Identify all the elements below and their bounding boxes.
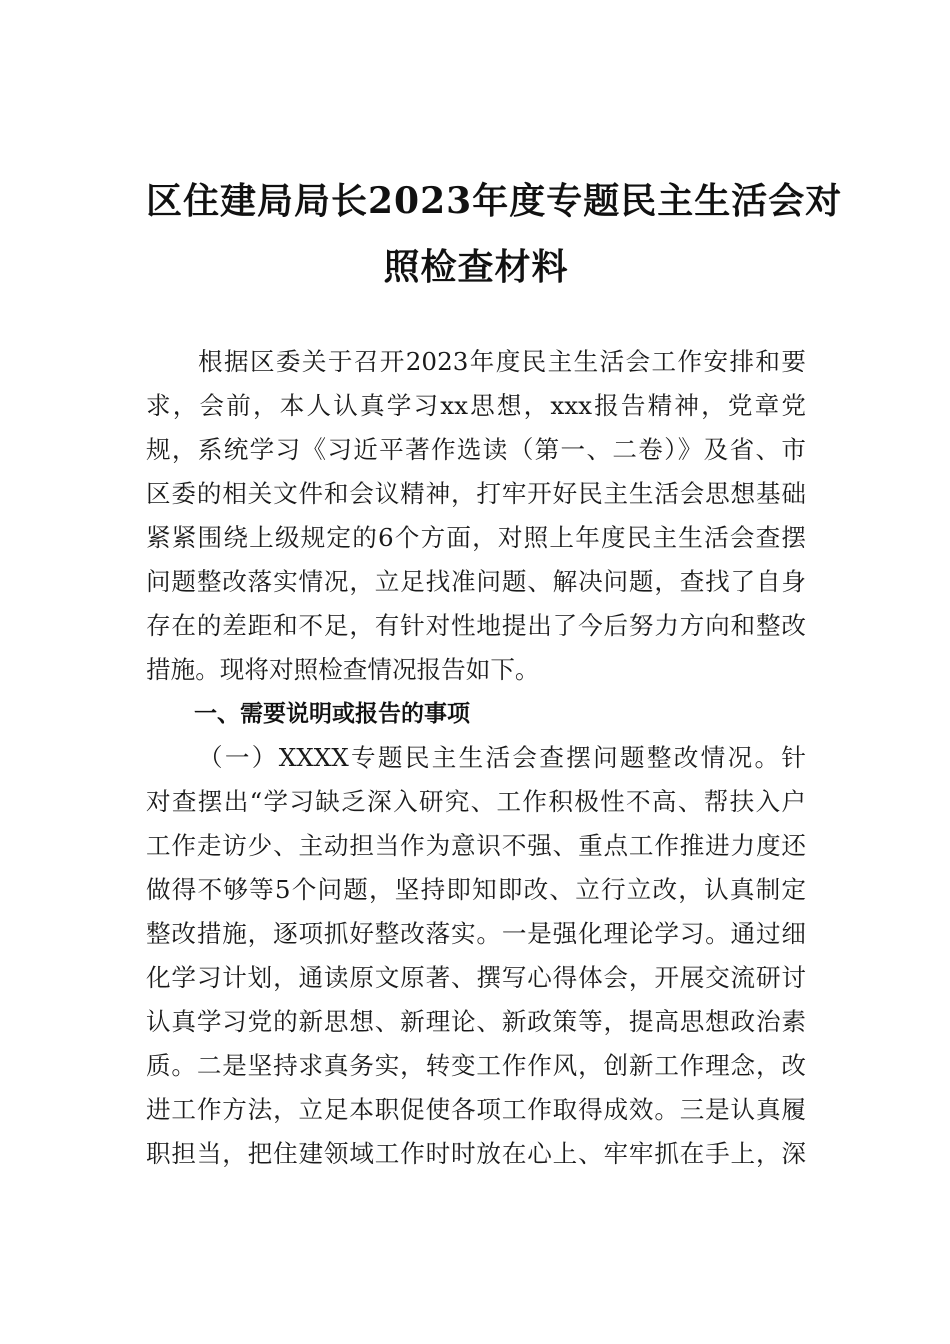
section-paragraph-line: 化学习计划，通读原文原著、撰写心得体会，开展交流研讨 <box>146 963 806 992</box>
section-paragraph-line: 工作走访少、主动担当作为意识不强、重点工作推进力度还 <box>146 831 806 860</box>
section-paragraph-line: 整改措施，逐项抓好整改落实。一是强化理论学习。通过细 <box>146 919 806 948</box>
section-paragraph-line: （一）XXXX专题民主生活会查摆问题整改情况。针 <box>198 743 806 772</box>
document-body <box>146 340 806 1176</box>
section-paragraph-line: 质。二是坚持求真务实，转变工作作风，创新工作理念，改 <box>146 1051 806 1080</box>
intro-paragraph-line: 措施。现将对照检查情况报告如下。 <box>146 655 540 684</box>
section-paragraph-line: 做得不够等5个问题，坚持即知即改、立行立改，认真制定 <box>146 875 806 904</box>
intro-paragraph-line: 紧紧围绕上级规定的6个方面，对照上年度民主生活会查摆 <box>146 523 806 552</box>
section-paragraph-line: 职担当，把住建领域工作时时放在心上、牢牢抓在手上，深 <box>146 1139 806 1168</box>
intro-paragraph-line: 区委的相关文件和会议精神，打牢开好民主生活会思想基础 <box>146 479 806 508</box>
section-paragraph-line: 对查摆出“学习缺乏深入研究、工作积极性不高、帮扶入户 <box>146 787 806 816</box>
title-line-1: 区住建局局长2023年度专题民主生活会对 <box>146 180 843 222</box>
section-paragraph-line: 进工作方法，立足本职促使各项工作取得成效。三是认真履 <box>146 1095 806 1124</box>
intro-paragraph-line: 求，会前，本人认真学习xx思想，xxx报告精神，党章党 <box>146 391 806 420</box>
intro-paragraph-line: 问题整改落实情况，立足找准问题、解决问题，查找了自身 <box>146 567 806 596</box>
intro-paragraph-line: 根据区委关于召开2023年度民主生活会工作安排和要 <box>198 347 806 376</box>
intro-paragraph-line: 存在的差距和不足，有针对性地提出了今后努力方向和整改 <box>146 611 806 640</box>
section-paragraph-line: 认真学习党的新思想、新理论、新政策等，提高思想政治素 <box>146 1007 806 1036</box>
intro-paragraph-line: 规，系统学习《习近平著作选读（第一、二卷）》及省、市 <box>146 435 806 464</box>
title-line-2: 照检查材料 <box>383 246 569 288</box>
section-heading: 一、需要说明或报告的事项 <box>194 701 470 727</box>
document-title <box>146 168 843 300</box>
